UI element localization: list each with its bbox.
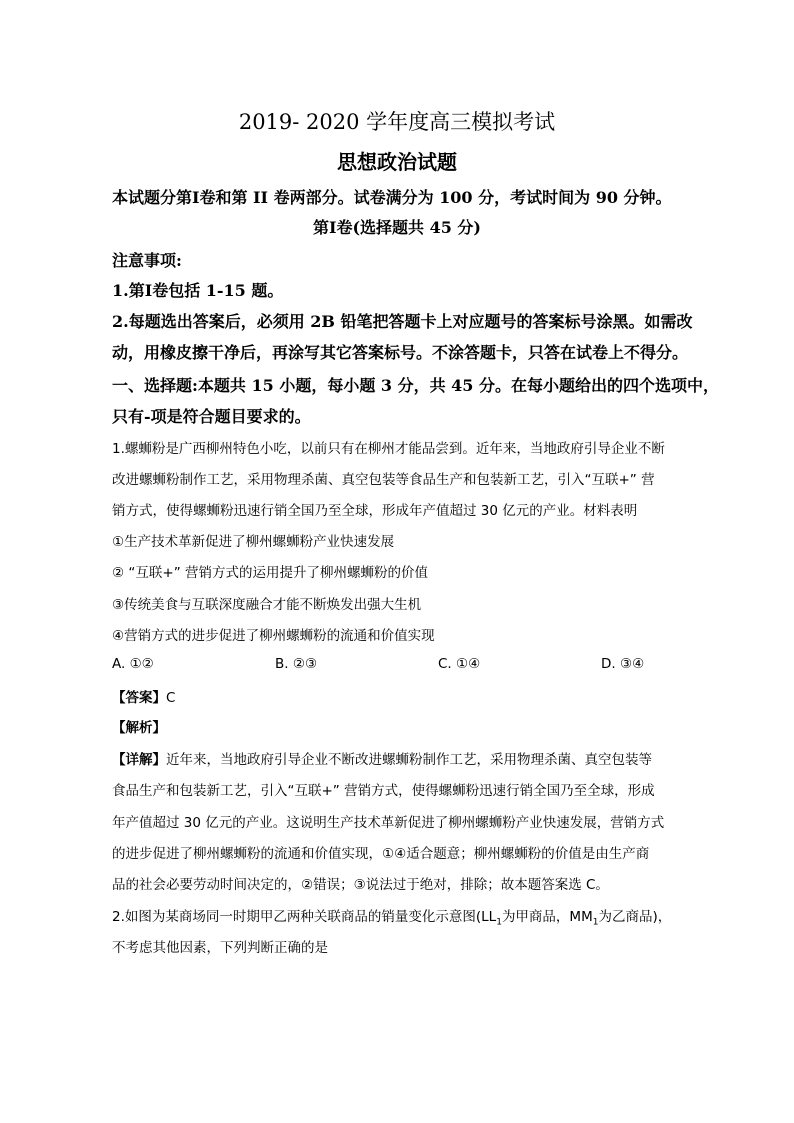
q2-subscript-2: 1 [592, 917, 599, 928]
q1-answer [112, 686, 175, 706]
q1-statement-3: ③传统美食与互联深度融合才能不断焕发出强大生机 [112, 597, 422, 613]
q1-analysis-label: 【解析】 [112, 720, 166, 736]
q2-stem-line-1 [112, 905, 671, 928]
q1-option-b: B. ②③ [275, 656, 318, 672]
q1-stem-line-2: 改进螺蛳粉制作工艺，采用物理杀菌、真空包装等食品生产和包装新工艺，引入“互联+” 营 [112, 472, 655, 488]
notice-item-1: 1.第Ⅰ卷包括 1-15 题。 [112, 281, 284, 300]
q1-option-a: A. ①② [112, 656, 154, 672]
q2-stem-part-c: 为乙商品)， [598, 909, 672, 925]
notice-heading: 注意事项: [112, 251, 182, 270]
subject-title: 思想政治试题 [337, 150, 457, 174]
q2-stem-part-a: 2.如图为某商场同一时期甲乙两种关联商品的销量变化示意图(LL [112, 909, 497, 925]
notice-item-2-line-2: 动，用橡皮擦干净后，再涂写其它答案标号。不涂答题卡，只答在试卷上不得分。 [112, 343, 689, 362]
q1-detail-line-2: 食品生产和包装新工艺，引入“互联+” 营销方式，使得螺蛳粉迅速行销全国乃至全球，形成 [112, 783, 655, 799]
q1-detail-line-4: 的进步促进了柳州螺蛳粉的流通和价值实现，①④适合题意；柳州螺蛳粉的价值是由生产商 [112, 846, 650, 862]
section-title: 第Ⅰ卷(选择题共 45 分) [312, 218, 482, 237]
q1-stem-line-3: 销方式，使得螺蛳粉迅速行销全国乃至全球，形成年产值超过 30 亿元的产业。材料表明 [112, 503, 638, 519]
page-title: 2019- 2020 学年度高三模拟考试 [238, 110, 556, 134]
part1-instruction-line-2: 只有-项是符合题目要求的。 [112, 407, 311, 426]
q1-statement-1: ①生产技术革新促进了柳州螺蛳粉产业快速发展 [112, 534, 395, 550]
q2-stem-part-b: 为甲商品，MM [501, 909, 593, 925]
notice-item-2-line-1: 2.每题选出答案后，必须用 2B 铅笔把答题卡上对应题号的答案标号涂黑。如需改 [112, 312, 693, 331]
q1-stem-line-1: 1.螺蛳粉是广西柳州特色小吃，以前只有在柳州才能品尝到。近年来，当地政府引导企业不断 [112, 441, 665, 457]
detail-label: 【详解】 [112, 752, 166, 768]
q1-detail-line-5: 品的社会必要劳动时间决定的，②错误；③说法过于绝对，排除；故本题答案选 C。 [112, 877, 609, 893]
part1-instruction-line-1: 一、选择题:本题共 15 小题，每小题 3 分，共 45 分。在每小题给出的四个选项中， [112, 376, 719, 395]
q2-subscript-1: 1 [496, 917, 502, 928]
q1-statement-2: ② “互联+” 营销方式的运用提升了柳州螺蛳粉的价值 [112, 565, 428, 581]
intro-text: 本试题分第Ⅰ卷和第 II 卷两部分。试卷满分为 100 分，考试时间为 90 分钟。 [112, 188, 672, 207]
q2-stem-line-2: 不考虑其他因素，下列判断正确的是 [112, 940, 328, 956]
q1-statement-4: ④营销方式的进步促进了柳州螺蛳粉的流通和价值实现 [112, 628, 435, 644]
answer-label: 【答案】 [112, 690, 166, 706]
q1-option-d: D. ③④ [601, 656, 645, 672]
q1-detail-line-3: 年产值超过 30 亿元的产业。这说明生产技术革新促进了柳州螺蛳粉产业快速发展，营销方式 [112, 815, 665, 831]
q1-option-c: C. ①④ [438, 656, 481, 672]
answer-value: C [166, 690, 176, 706]
q1-detail-line-1 [112, 748, 652, 768]
detail-text-1: 近年来，当地政府引导企业不断改进螺蛳粉制作工艺，采用物理杀菌、真空包装等 [166, 752, 652, 768]
